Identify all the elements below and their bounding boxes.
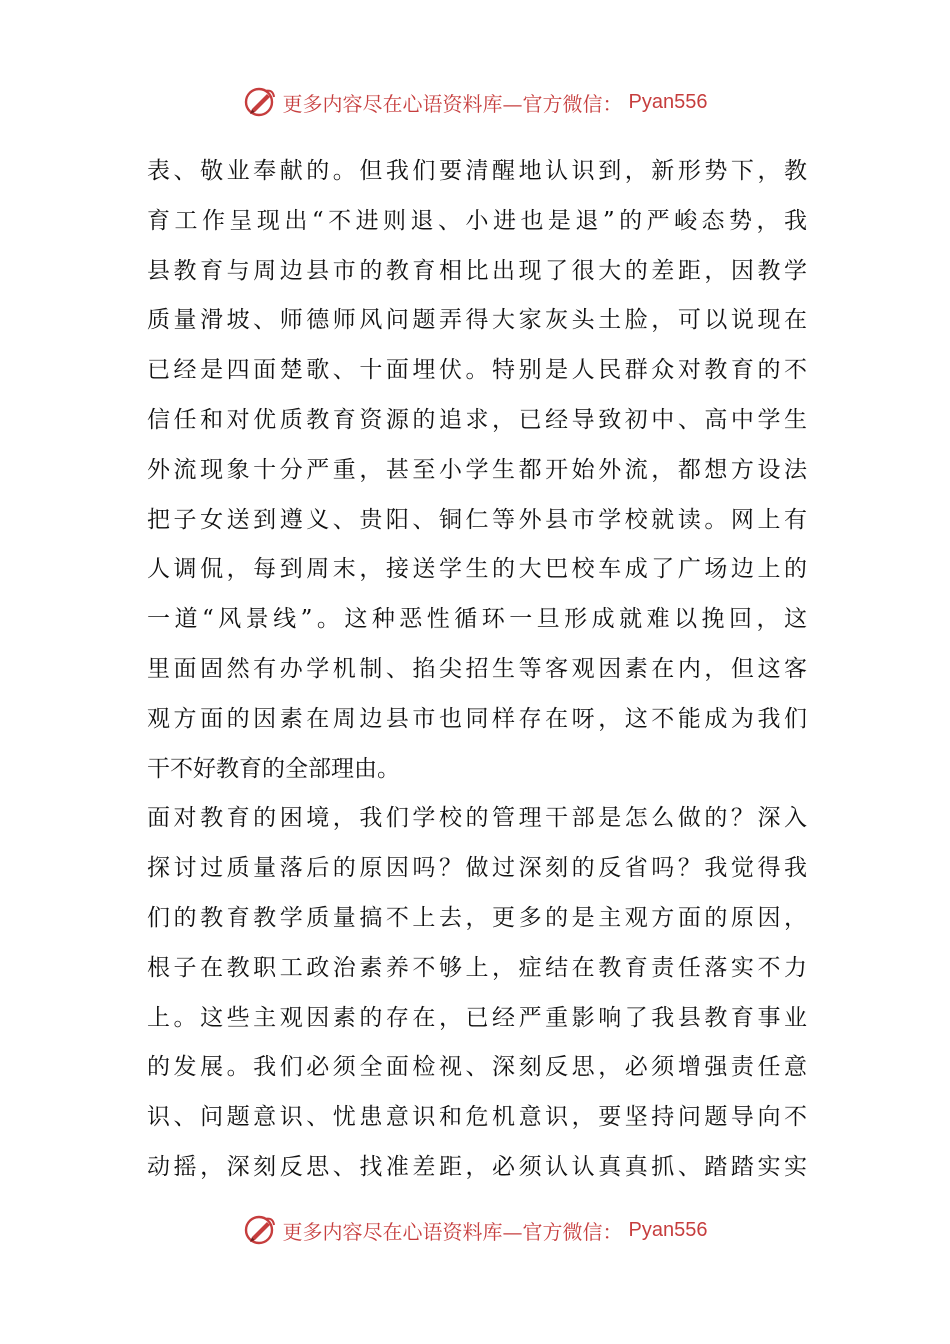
watermark-wechat-id: Pyan556 (628, 90, 708, 113)
text-line: 面对教育的困境，我们学校的管理干部是怎么做的？深入 (147, 805, 807, 832)
text-line: 表、敬业奉献的。但我们要清醒地认识到，新形势下，教 (147, 158, 807, 184)
text-line: 外流现象十分严重，甚至小学生都开始外流，都想方设法 (147, 456, 807, 483)
text-line: 观方面的因素在周边县市也同样存在呀，这不能成为我们 (147, 705, 807, 732)
text-line: 探讨过质量落后的原因吗？做过深刻的反省吗？我觉得我 (147, 855, 807, 882)
text-line: 信任和对优质教育资源的追求，已经导致初中、高中学生 (147, 406, 807, 433)
text-line: 把子女送到遵义、贵阳、铜仁等外县市学校就读。网上有 (147, 506, 807, 533)
text-line: 一道“风景线”。这种恶性循环一旦形成就难以挽回，这 (147, 606, 807, 633)
text-line: 育工作呈现出“不进则退、小进也是退”的严峻态势，我 (147, 207, 807, 234)
watermark-text: 更多内容尽在心语资料库—官方微信： (282, 91, 623, 116)
header-watermark (0, 82, 950, 122)
text-line: 识、问题意识、忧患意识和危机意识，要坚持问题导向不 (147, 1104, 807, 1131)
document-body (147, 147, 807, 1193)
text-line: 质量滑坡、师德师风问题弄得大家灰头土脸，可以说现在 (147, 307, 807, 334)
text-line: 里面固然有办学机制、掐尖招生等客观因素在内，但这客 (147, 655, 807, 682)
text-line: 根子在教职工政治素养不够上，症结在教育责任落实不力 (147, 954, 807, 981)
text-line: 的发展。我们必须全面检视、深刻反思，必须增强责任意 (147, 1054, 807, 1081)
pen-logo-icon (243, 1213, 277, 1247)
watermark-text: 更多内容尽在心语资料库—官方微信： (282, 1219, 623, 1244)
text-line: 已经是四面楚歌、十面埋伏。特别是人民群众对教育的不 (147, 357, 807, 384)
text-line: 上。这些主观因素的存在，已经严重影响了我县教育事业 (147, 1004, 807, 1031)
watermark-wechat-id: Pyan556 (628, 1218, 708, 1241)
pen-logo-icon (243, 85, 277, 119)
text-line: 县教育与周边县市的教育相比出现了很大的差距，因教学 (147, 257, 807, 284)
text-line: 们的教育教学质量搞不上去，更多的是主观方面的原因， (147, 904, 807, 931)
text-line-paragraph-end: 干不好教育的全部理由。 (147, 755, 400, 782)
footer-watermark (0, 1210, 950, 1250)
text-line: 人调侃，每到周末，接送学生的大巴校车成了广场边上的 (147, 556, 807, 583)
text-line: 动摇，深刻反思、找准差距，必须认认真真抓、踏踏实实 (147, 1153, 807, 1180)
